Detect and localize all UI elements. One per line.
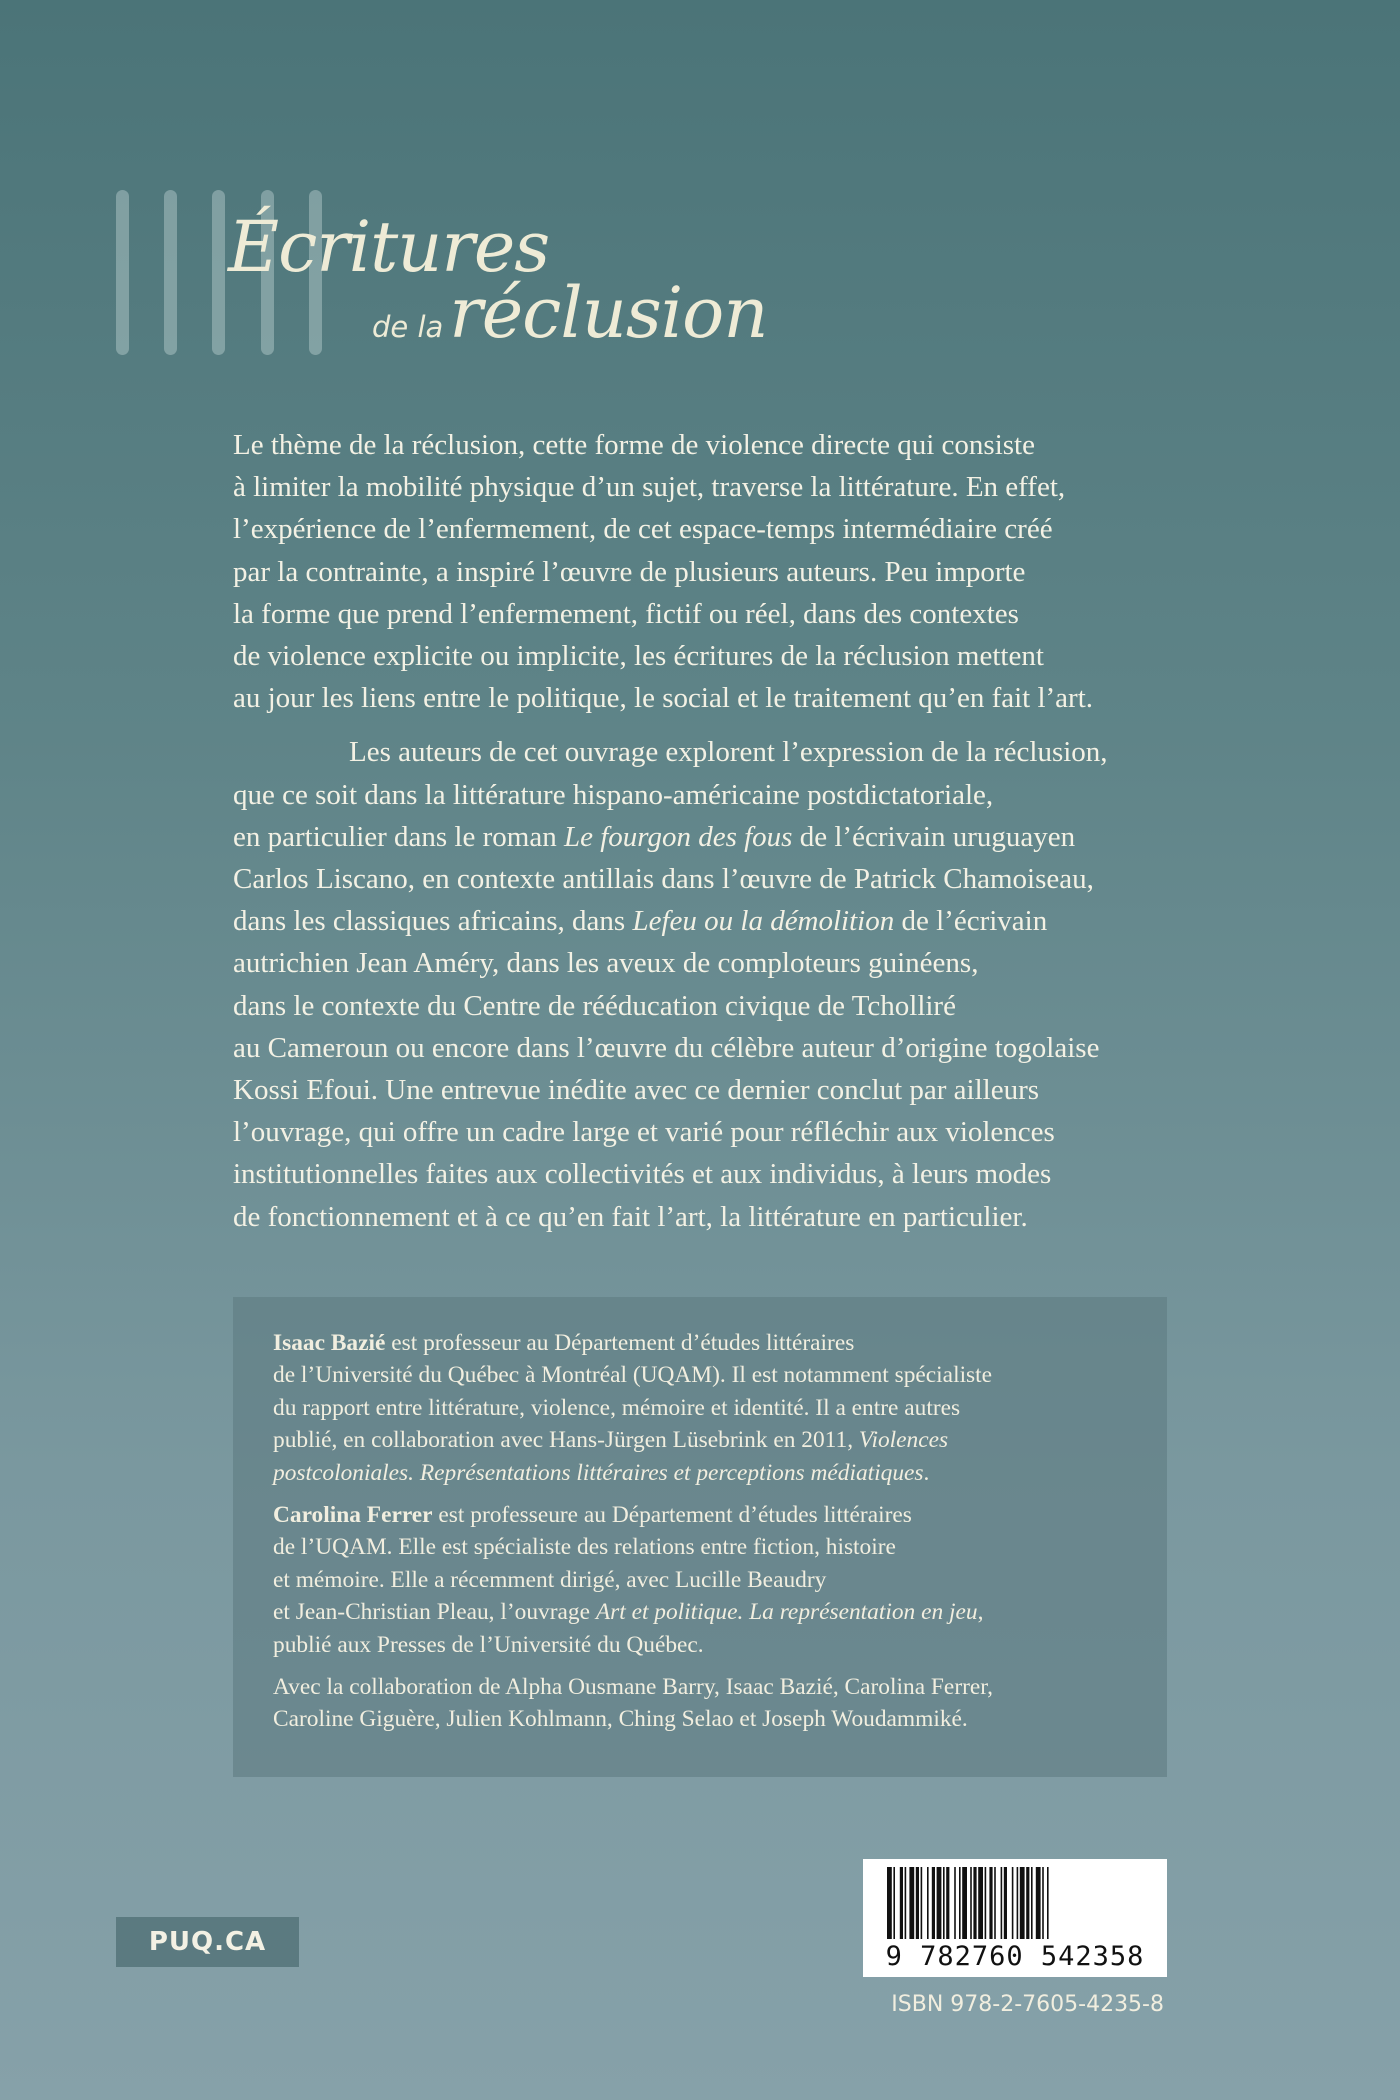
book-title-ref: Art et politique. La représentation en jeu — [595, 1599, 978, 1626]
bio-ferrer — [273, 1499, 1127, 1661]
book-title-small: de la — [372, 310, 444, 344]
text-line: Avec la collaboration de Alpha Ousmane Barry, Isaac Bazié, Carolina Ferrer, — [273, 1674, 993, 1701]
author-bios — [233, 1297, 1167, 1777]
text-run: , — [977, 1599, 984, 1626]
text-line: Carlos Liscano, en contexte antillais dans l’œuvre de Patrick Chamoiseau, — [233, 863, 1094, 896]
text-line — [273, 1327, 1127, 1359]
barcode — [863, 1859, 1167, 1977]
text-line: autrichien Jean Améry, dans les aveux de comploteurs guinéens, — [233, 947, 979, 980]
text-line: au jour les liens entre le politique, le social et le traitement qu’en fait l’art. — [233, 682, 1094, 715]
text-run: et Jean-Christian Pleau, l’ouvrage — [273, 1599, 596, 1626]
text-run: de l’écrivain — [894, 905, 1048, 938]
text-line: de l’Université du Québec à Montréal (UQAM). Il est notamment spécialiste — [273, 1362, 993, 1389]
text-line — [273, 1499, 1127, 1531]
text-line: la forme que prend l’enfermement, fictif ou réel, dans des contextes — [233, 597, 1019, 630]
text-line: l’ouvrage, qui offre un cadre large et varié pour réfléchir aux violences — [233, 1116, 1055, 1149]
text-run: dans les classiques africains, dans — [233, 905, 633, 938]
text-run: de l’écrivain uruguayen — [792, 820, 1076, 853]
book-description — [233, 424, 1163, 1250]
text-line: que ce soit dans la littérature hispano-américaine postdictatoriale, — [233, 778, 994, 811]
barcode-digits: 9 782760 542358 — [885, 1941, 1145, 1972]
text-line — [273, 1596, 1127, 1628]
text-line: l’expérience de l’enfermement, de cet espace-temps intermédiaire créé — [233, 513, 1053, 546]
author-name: Isaac Bazié — [273, 1330, 386, 1356]
bio-bazie — [273, 1327, 1127, 1489]
decor-bar — [212, 190, 225, 355]
collaborators — [273, 1671, 1127, 1736]
book-title-ref: Violences — [858, 1427, 949, 1454]
text-line — [273, 1457, 1127, 1489]
description-paragraph-2 — [233, 731, 1163, 1237]
author-name: Carolina Ferrer — [273, 1502, 433, 1529]
text-line: Les auteurs de cet ouvrage explorent l’expression de la réclusion, — [349, 736, 1108, 769]
text-line: de fonctionnement et à ce qu’en fait l’art, la littérature en particulier. — [233, 1200, 1028, 1233]
text-line: et mémoire. Elle a récemment dirigé, avec Lucille Beaudry — [273, 1566, 827, 1593]
text-line — [233, 816, 1163, 858]
book-title-ref: Le fourgon des fous — [563, 820, 793, 853]
publisher-link[interactable]: PUQ.CA — [116, 1917, 299, 1967]
text-line: de l’UQAM. Elle est spécialiste des relations entre fiction, histoire — [273, 1534, 896, 1561]
text-line: du rapport entre littérature, violence, mémoire et identité. Il a entre autres — [273, 1394, 961, 1421]
book-title-big: réclusion — [449, 272, 768, 354]
description-paragraph-1 — [233, 424, 1163, 719]
text-run: en particulier dans le roman — [233, 820, 564, 853]
book-title-ref: Lefeu ou la démolition — [632, 905, 895, 938]
text-line: Kossi Efoui. Une entrevue inédite avec ce dernier conclut par ailleurs — [233, 1074, 1040, 1107]
text-run: publié, en collaboration avec Hans-Jürgen Lüsebrink en 2011, — [273, 1427, 859, 1454]
text-line: Caroline Giguère, Julien Kohlmann, Ching Selao et Joseph Woudammiké. — [273, 1706, 968, 1733]
text-line — [273, 1424, 1127, 1456]
text-line: à limiter la mobilité physique d’un sujet, traverse la littérature. En effet, — [233, 471, 1066, 504]
isbn-label: ISBN 978-2-7605-4235-8 — [891, 1992, 1164, 2017]
decor-bar — [164, 190, 177, 355]
text-line — [233, 900, 1163, 942]
decor-bar — [116, 190, 129, 355]
book-title-ref: postcoloniales. Représentations littéraires et perceptions médiatiques — [273, 1459, 924, 1486]
text-line: dans le contexte du Centre de rééducation civique de Tcholliré — [233, 989, 956, 1022]
text-run: . — [923, 1459, 930, 1486]
text-line: au Cameroun ou encore dans l’œuvre du célèbre auteur d’origine togolaise — [233, 1031, 1100, 1064]
text-run: est professeure au Département d’études littéraires — [432, 1502, 912, 1529]
text-line: publié aux Presses de l’Université du Québec. — [273, 1631, 704, 1658]
text-line: Le thème de la réclusion, cette forme de violence directe qui consiste — [233, 429, 1035, 461]
barcode-bars — [873, 1867, 1157, 1941]
text-line: institutionnelles faites aux collectivités et aux individus, à leurs modes — [233, 1158, 1052, 1191]
text-line: par la contrainte, a inspiré l’œuvre de plusieurs auteurs. Peu importe — [233, 555, 1026, 588]
text-run: est professeur au Département d’études littéraires — [385, 1330, 855, 1356]
book-title-line1: Écritures — [228, 206, 550, 288]
book-title-line2 — [372, 272, 767, 354]
text-line: de violence explicite ou implicite, les écritures de la réclusion mettent — [233, 640, 1044, 673]
